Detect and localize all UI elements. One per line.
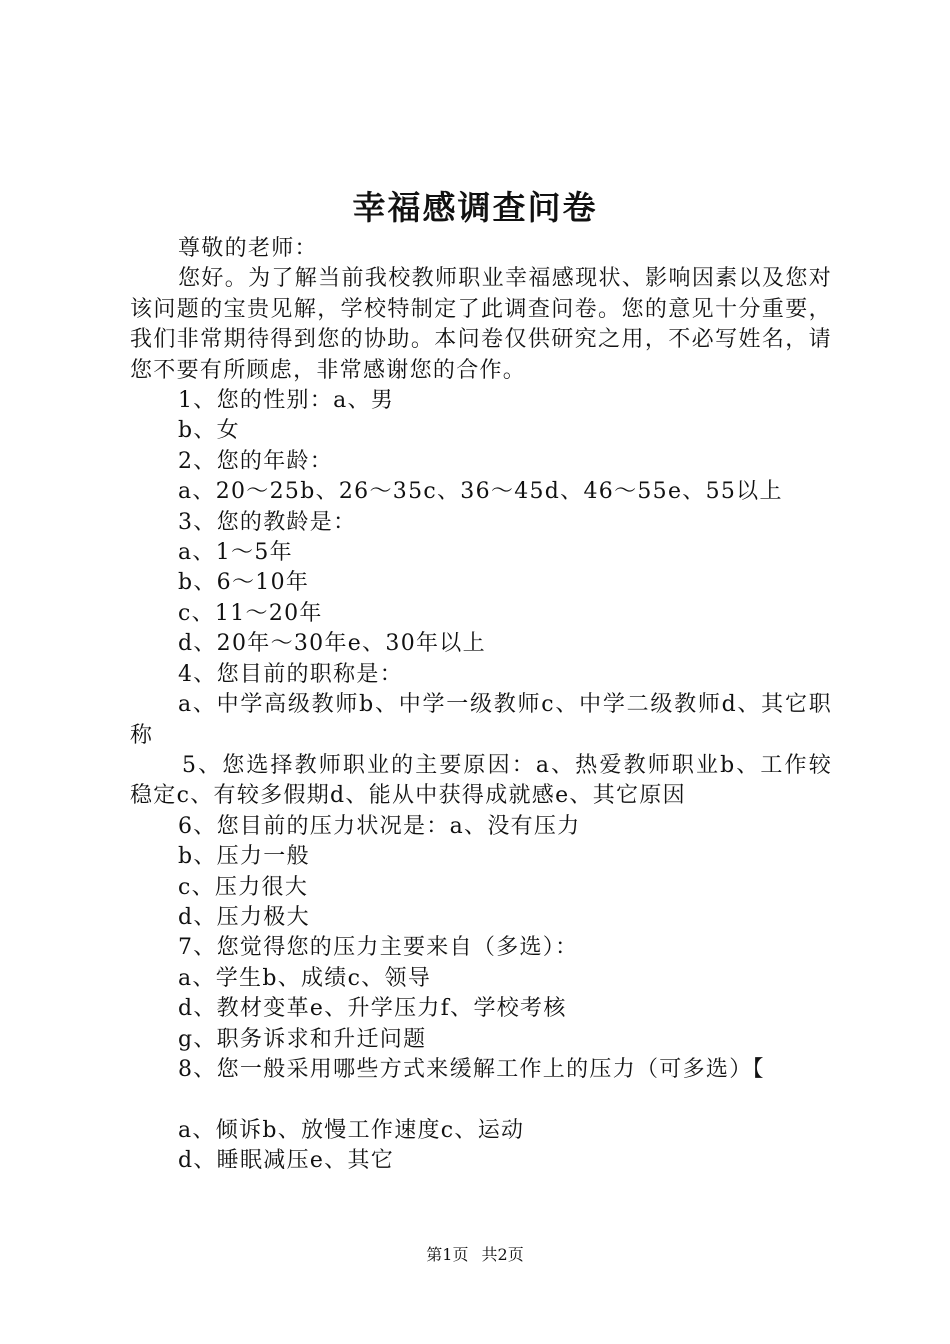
question-3-option: d、20年～30年e、30年以上 xyxy=(178,631,486,657)
intro-paragraph: 您好。为了解当前我校教师职业幸福感现状、影响因素以及您对该问题的宝贵见解，学校特制定了此调查问卷。您的意见十分重要，我们非常期待得到您的协助。本问卷仅供研究之用，不必写姓名，请您不要有所顾虑，非常感谢您的合作。 xyxy=(130,266,832,383)
question-6-option: c、压力很大 xyxy=(178,874,309,900)
question-3-option: c、11～20年 xyxy=(178,600,323,626)
question-6: 6、您目前的压力状况是：a、没有压力 xyxy=(178,813,581,839)
question-4-options: a、中学高级教师b、中学一级教师c、中学二级教师d、其它职称 xyxy=(130,692,832,748)
question-2: 2、您的年龄： xyxy=(178,448,334,474)
question-4: 4、您目前的职称是： xyxy=(178,661,403,687)
question-3-option: a、1～5年 xyxy=(178,540,293,566)
question-8: 8、您一般采用哪些方式来缓解工作上的压力（可多选）【 xyxy=(178,1056,765,1082)
page-total: 共2页 xyxy=(481,1245,524,1264)
question-1-option: b、女 xyxy=(178,418,240,444)
question-6-option: d、压力极大 xyxy=(178,904,310,930)
question-3: 3、您的教龄是： xyxy=(178,509,357,535)
question-7-options: d、教材变革e、升学压力f、学校考核 xyxy=(178,996,567,1022)
question-7-options: a、学生b、成绩c、领导 xyxy=(178,965,432,991)
question-7: 7、您觉得您的压力主要来自（多选）： xyxy=(178,935,579,961)
question-1: 1、您的性别：a、男 xyxy=(178,388,395,414)
question-2-options: a、20～25b、26～35c、36～45d、46～55e、55以上 xyxy=(178,479,783,505)
question-6-option: b、压力一般 xyxy=(178,844,310,870)
question-7-options: g、职务诉求和升迁问题 xyxy=(178,1026,427,1052)
question-5: 5、您选择教师职业的主要原因：a、热爱教师职业b、工作较稳定c、有较多假期d、能从中获得成就感e、其它原因 xyxy=(130,752,832,809)
blank-line xyxy=(130,1085,832,1115)
page-number: 第1页 xyxy=(426,1245,469,1264)
document-title: 幸福感调查问卷 xyxy=(352,188,598,227)
question-3-option: b、6～10年 xyxy=(178,570,310,596)
salutation: 尊敬的老师： xyxy=(178,236,318,261)
page-footer xyxy=(0,1243,950,1267)
document-body xyxy=(130,234,832,1177)
question-8-options: a、倾诉b、放慢工作速度c、运动 xyxy=(178,1117,525,1143)
question-8-options: d、睡眠减压e、其它 xyxy=(178,1148,395,1174)
